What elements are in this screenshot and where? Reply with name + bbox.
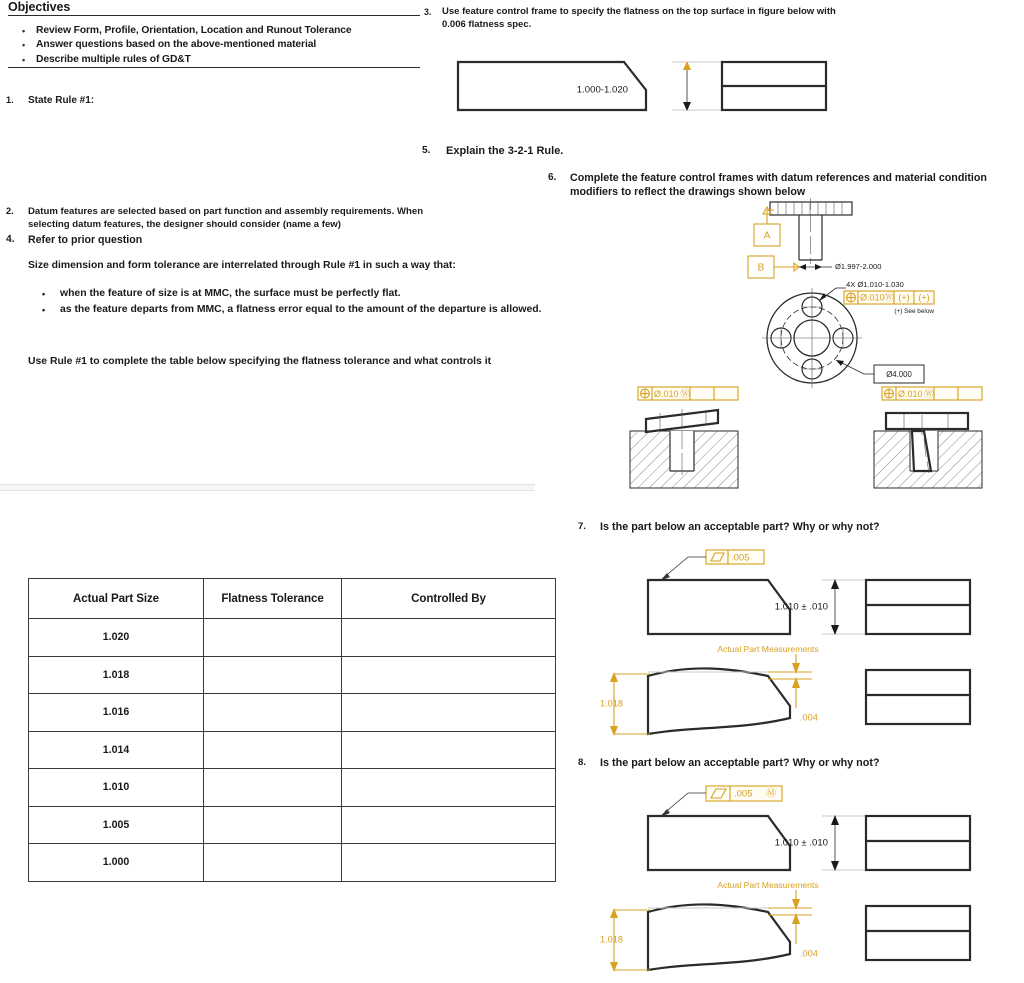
question-1 xyxy=(6,94,306,108)
rule1-bullet-text: when the feature of size is at MMC, the surface must be perfectly flat. xyxy=(60,288,401,299)
q8-actual-measurements-label: Actual Part Measurements xyxy=(717,880,819,890)
fcf-q8-modifier-icon: Ⓜ xyxy=(766,788,776,800)
fcf-tolerance-value: Ø.010 xyxy=(860,292,885,303)
table-header-row xyxy=(29,579,556,619)
cell-controlled-by[interactable] xyxy=(342,806,556,844)
cell-part-size: 1.014 xyxy=(29,731,204,769)
cell-controlled-by[interactable] xyxy=(342,619,556,657)
question-5 xyxy=(422,144,722,158)
feature-control-frame-right xyxy=(882,387,982,400)
datum-a-label: A xyxy=(763,230,771,242)
question-3 xyxy=(424,6,854,32)
feature-control-frame-q6 xyxy=(844,291,934,304)
column-header-actual-part-size: Actual Part Size xyxy=(29,579,204,619)
question-3-text: Use feature control frame to specify the flatness on the top surface in figure below with 0.006 flatness spec. xyxy=(442,6,836,30)
question-4-text: Refer to prior question xyxy=(28,234,143,246)
figure-q3-flatness-part xyxy=(450,58,850,118)
arrowhead-left xyxy=(799,264,806,270)
q8-actual-profile xyxy=(648,904,790,970)
figure-section-views xyxy=(618,383,1024,495)
bullet-glyph: • xyxy=(42,305,46,316)
rule1-bullet-list xyxy=(42,286,542,319)
fcf-left-modifier-icon: Ⓦ xyxy=(680,389,690,401)
q7-actual-height-label: 1.018 xyxy=(600,698,623,709)
q7-actual-side-view xyxy=(866,670,970,724)
list-item xyxy=(22,24,422,38)
cell-part-size: 1.020 xyxy=(29,619,204,657)
figure-q7-flatness-part xyxy=(600,548,1024,748)
outer-dim-arrow xyxy=(836,360,844,366)
q8-actual-height-label: 1.018 xyxy=(600,934,623,945)
objective-text: Review Form, Profile, Orientation, Location and Runout Tolerance xyxy=(36,25,352,36)
fcf-material-modifier-icon: Ⓦ xyxy=(884,292,894,304)
cell-part-size: 1.005 xyxy=(29,806,204,844)
fcf-datum-ref-2: (+) xyxy=(918,292,930,303)
q8-side-view xyxy=(866,816,970,870)
hole-callout-label: 4X Ø1.010-1.030 xyxy=(846,280,904,289)
question-8 xyxy=(578,756,978,770)
fcf-datum-ref-1: (+) xyxy=(898,292,910,303)
question-1-text: State Rule #1: xyxy=(28,95,95,106)
table-row xyxy=(29,656,556,694)
feature-control-frame-left xyxy=(638,387,738,400)
objective-text: Answer questions based on the above-mentioned material xyxy=(36,39,317,51)
bullet-glyph: • xyxy=(22,40,26,51)
feature-control-frame-q7 xyxy=(706,550,764,564)
cell-part-size: 1.018 xyxy=(29,656,204,694)
fcf-q8-tolerance: .005 xyxy=(734,788,753,800)
cell-flatness-tolerance[interactable] xyxy=(204,806,342,844)
table-row xyxy=(29,844,556,882)
list-item xyxy=(22,53,422,67)
question-5-text: Explain the 3-2-1 Rule. xyxy=(446,145,564,157)
bullet-glyph: • xyxy=(42,289,46,299)
shaft-diameter-label: Ø1.997-2.000 xyxy=(835,262,882,271)
cell-flatness-tolerance[interactable] xyxy=(204,731,342,769)
cell-flatness-tolerance[interactable] xyxy=(204,619,342,657)
fcf-right-modifier-icon: Ⓦ xyxy=(924,389,934,401)
part-profile-nominal xyxy=(648,816,790,870)
cell-part-size: 1.000 xyxy=(29,844,204,882)
q8-error-label: .004 xyxy=(800,948,818,959)
feature-control-frame-q8 xyxy=(706,786,782,801)
q8-nominal-dimension: 1.010 ± .010 xyxy=(774,837,828,849)
q7-error-label: .004 xyxy=(800,712,818,723)
objectives-heading: Objectives xyxy=(8,0,71,14)
bullet-glyph: • xyxy=(22,54,26,65)
question-6-number: 6. xyxy=(548,172,557,183)
question-1-number: 1. xyxy=(6,95,14,105)
q7-actual-measurements-label: Actual Part Measurements xyxy=(717,644,819,654)
question-2-text: Datum features are selected based on part function and assembly requirements. When selecting datum features, the designer should consider (name a few) xyxy=(28,206,424,231)
table-row xyxy=(29,769,556,807)
figure-q8-flatness-part xyxy=(600,784,1024,983)
objective-text: Describe multiple rules of GD&T xyxy=(36,53,191,65)
cell-flatness-tolerance[interactable] xyxy=(204,656,342,694)
cell-part-size: 1.010 xyxy=(29,769,204,807)
table-row xyxy=(29,806,556,844)
bullet-glyph: • xyxy=(22,26,26,36)
flange-head-outline xyxy=(770,202,852,215)
fcf-left-tolerance: Ø.010 xyxy=(654,388,679,399)
question-3-number: 3. xyxy=(424,7,432,17)
cell-flatness-tolerance[interactable] xyxy=(204,694,342,732)
objectives-divider-top xyxy=(8,15,420,17)
rule1-outro-text: Use Rule #1 to complete the table below specifying the flatness tolerance and what controls it xyxy=(28,356,492,367)
cell-controlled-by[interactable] xyxy=(342,844,556,882)
cell-controlled-by[interactable] xyxy=(342,694,556,732)
q7-side-view xyxy=(866,580,970,634)
question-6-text: Complete the feature control frames with datum references and material condition modifiers to reflect the drawings shown below xyxy=(570,172,987,199)
cell-controlled-by[interactable] xyxy=(342,731,556,769)
table-row xyxy=(29,619,556,657)
figure-q3-dimension-label: 1.000-1.020 xyxy=(576,84,628,96)
question-8-number: 8. xyxy=(578,757,587,768)
cell-part-size: 1.016 xyxy=(29,694,204,732)
rule1-intro-text: Size dimension and form tolerance are interrelated through Rule #1 in such a way that: xyxy=(28,260,456,271)
question-7-text: Is the part below an acceptable part? Why or why not? xyxy=(600,521,880,533)
question-5-number: 5. xyxy=(422,145,431,156)
question-8-text: Is the part below an acceptable part? Why or why not? xyxy=(600,757,880,769)
cell-controlled-by[interactable] xyxy=(342,769,556,807)
fastener-head-right xyxy=(886,413,968,429)
question-7-number: 7. xyxy=(578,521,587,532)
q7-nominal-dimension: 1.010 ± .010 xyxy=(774,601,828,613)
objectives-divider-bottom xyxy=(8,67,420,69)
column-header-controlled-by: Controlled By xyxy=(342,579,556,619)
figure-q6-flange-drawing xyxy=(740,198,1024,393)
objectives-list xyxy=(22,24,422,67)
column-header-flatness-tolerance: Flatness Tolerance xyxy=(204,579,342,619)
question-4 xyxy=(6,233,306,247)
question-7 xyxy=(578,520,978,534)
cell-controlled-by[interactable] xyxy=(342,656,556,694)
table-row xyxy=(29,731,556,769)
cell-flatness-tolerance[interactable] xyxy=(204,769,342,807)
table-row xyxy=(29,694,556,732)
datum-b-label: B xyxy=(757,262,765,274)
q8-actual-side-view xyxy=(866,906,970,960)
list-item xyxy=(42,302,542,318)
rule1-bullet-text: as the feature departs from MMC, a flatness error equal to the amount of the departure is allowed. xyxy=(60,304,542,316)
fcf-q7-tolerance: .005 xyxy=(731,552,750,564)
list-item xyxy=(22,38,422,52)
part-profile-nominal xyxy=(648,580,790,634)
cell-flatness-tolerance[interactable] xyxy=(204,844,342,882)
q7-actual-profile xyxy=(648,668,790,734)
flange-head-hatching xyxy=(778,202,842,215)
fcf-footnote: (+) See below xyxy=(894,308,934,315)
list-item xyxy=(42,286,542,302)
fcf-right-tolerance: Ø.010 xyxy=(898,388,923,399)
question-4-number: 4. xyxy=(6,234,15,245)
flatness-tolerance-table xyxy=(28,578,556,882)
section-divider xyxy=(0,484,535,491)
question-2 xyxy=(6,205,436,231)
question-6 xyxy=(548,171,1024,200)
outer-diameter-label: Ø4.000 xyxy=(886,370,912,380)
arrowhead-right xyxy=(815,264,822,270)
question-2-number: 2. xyxy=(6,206,14,216)
